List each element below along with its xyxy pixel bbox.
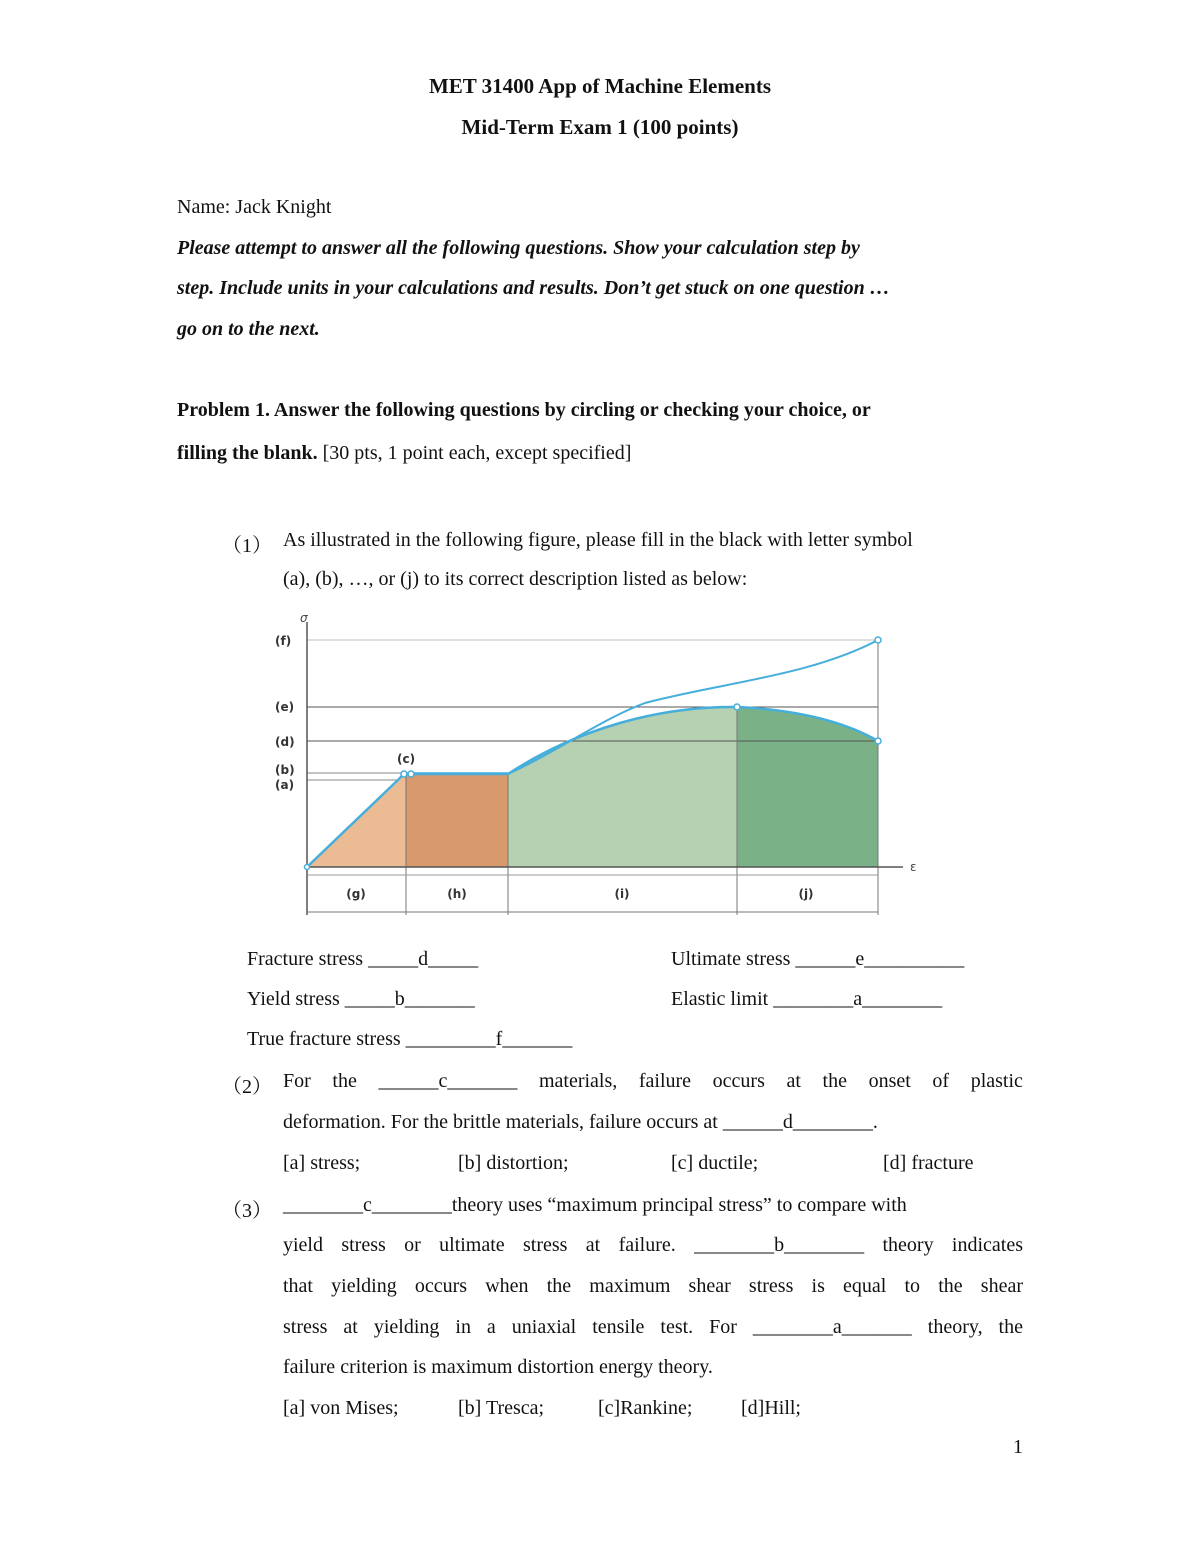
instructions-line-2: step. Include units in your calculations and results. Don’t get stuck on one question … <box>177 277 890 299</box>
student-name: Name: Jack Knight <box>177 196 332 218</box>
q3-option-d: [d]Hill; <box>741 1397 801 1419</box>
q2-word: onset <box>868 1070 911 1092</box>
q2-word: occurs <box>712 1070 765 1092</box>
label-e: (e) <box>275 700 295 714</box>
q2-option-d: [d] fracture <box>883 1152 974 1174</box>
region-h-fill <box>406 774 508 867</box>
marker-d <box>875 738 881 744</box>
q3-option-a: [a] von Mises; <box>283 1397 399 1419</box>
epsilon-label: ε <box>910 860 917 874</box>
q2-word: For <box>283 1070 311 1092</box>
stress-strain-diagram <box>260 605 940 925</box>
answer-yield-stress: Yield stress _____b_______ <box>247 988 475 1010</box>
region-i-fill <box>508 707 737 867</box>
course-title: MET 31400 App of Machine Elements <box>428 74 772 98</box>
problem1-heading-line-2 <box>177 442 631 465</box>
q2-word: the <box>332 1070 357 1092</box>
answer-ultimate-stress: Ultimate stress ______e__________ <box>671 948 965 970</box>
q3-line-2: yield stress or ultimate stress at failure. ________b________ theory indicates <box>283 1234 1023 1256</box>
answer-fracture-stress: Fracture stress _____d_____ <box>247 948 479 970</box>
q3-line-5: failure criterion is maximum distortion energy theory. <box>283 1356 713 1378</box>
q2-word: at <box>786 1070 801 1092</box>
q2-blank-1: ______c_______ <box>378 1070 518 1092</box>
label-h: (h) <box>447 887 467 901</box>
label-d: (d) <box>275 735 295 749</box>
label-j: (j) <box>798 887 814 901</box>
q3-line-1: ________c________theory uses “maximum principal stress” to compare with <box>283 1194 907 1216</box>
q1-number: （1） <box>222 535 272 557</box>
instructions-line-1: Please attempt to answer all the following questions. Show your calculation step by <box>177 237 860 259</box>
marker-e <box>734 704 740 710</box>
instructions-line-3: go on to the next. <box>177 318 320 340</box>
problem1-heading-line-1: Problem 1. Answer the following questions by circling or checking your choice, or <box>177 399 871 421</box>
sigma-label: σ <box>300 611 308 625</box>
q3-option-c: [c]Rankine; <box>598 1397 693 1419</box>
q3-line-4: stress at yielding in a uniaxial tensile test. For ________a_______ theory, the <box>283 1316 1023 1338</box>
marker-c <box>401 771 407 777</box>
q2-word: materials, <box>538 1070 618 1092</box>
exam-title: Mid-Term Exam 1 (100 points) <box>461 115 739 139</box>
problem1-heading-points: [30 pts, 1 point each, except specified] <box>317 442 632 464</box>
label-g: (g) <box>346 887 366 901</box>
q2-line-1 <box>283 1070 1023 1093</box>
answer-elastic-limit: Elastic limit ________a________ <box>671 988 943 1010</box>
q2-word: failure <box>638 1070 692 1092</box>
q2-option-a: [a] stress; <box>283 1152 361 1174</box>
label-i: (i) <box>614 887 630 901</box>
label-b: (b) <box>275 763 295 777</box>
marker-origin <box>305 865 310 870</box>
q2-line-2: deformation. For the brittle materials, failure occurs at ______d________. <box>283 1111 878 1133</box>
q2-option-b: [b] distortion; <box>458 1152 569 1174</box>
marker-c2 <box>408 771 414 777</box>
problem1-heading-bold: filling the blank. <box>177 442 318 464</box>
q1-line-2: (a), (b), …, or (j) to its correct description listed as below: <box>283 568 748 590</box>
label-a: (a) <box>275 778 295 792</box>
q2-option-c: [c] ductile; <box>671 1152 759 1174</box>
q3-line-3: that yielding occurs when the maximum shear stress is equal to the shear <box>283 1275 1023 1297</box>
q3-number: （3） <box>222 1200 272 1222</box>
label-c: (c) <box>397 752 416 766</box>
q2-word: of <box>932 1070 950 1092</box>
answer-true-fracture-stress: True fracture stress _________f_______ <box>247 1028 573 1050</box>
q2-number: （2） <box>222 1076 272 1098</box>
q2-word: the <box>822 1070 847 1092</box>
page-number: 1 <box>1013 1436 1023 1458</box>
q1-line-1: As illustrated in the following figure, please fill in the black with letter symbol <box>283 529 913 551</box>
label-f: (f) <box>275 634 292 648</box>
marker-f <box>875 637 881 643</box>
q3-option-b: [b] Tresca; <box>458 1397 545 1419</box>
q2-word: plastic <box>970 1070 1023 1092</box>
